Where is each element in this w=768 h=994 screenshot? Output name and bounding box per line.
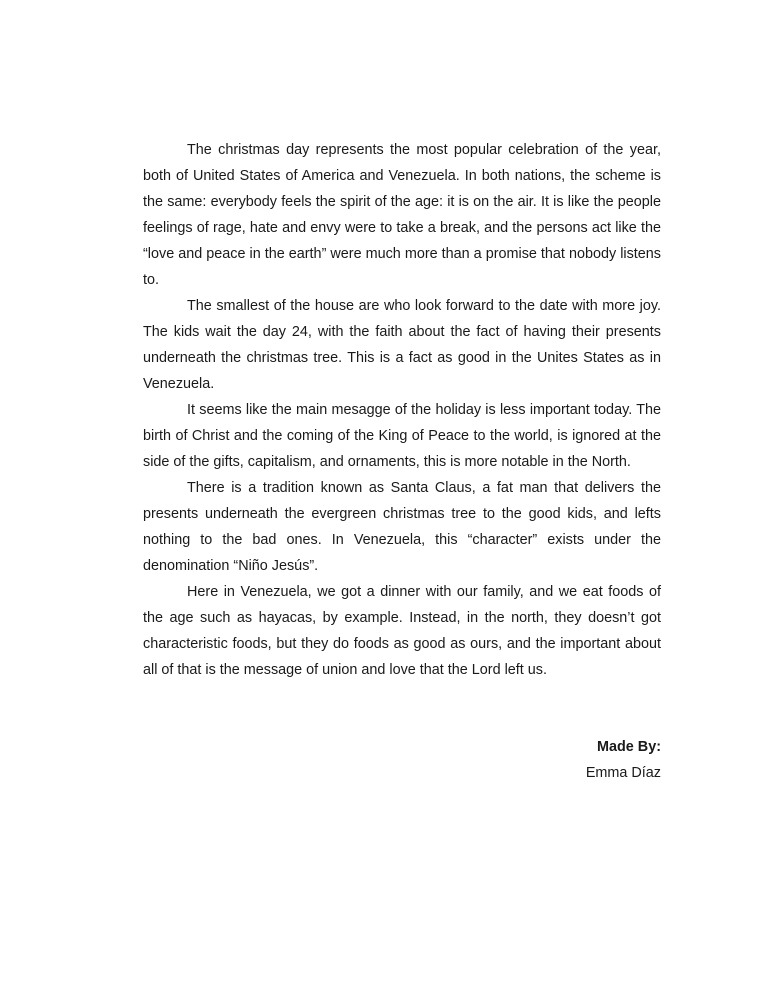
paragraph-kids-presents: The smallest of the house are who look forward to the date with more joy. The kids wait the day 24, with the faith about the fact of having their presents underneath the christmas tree. This is a fact as good in the Unites States as in Venezuela.	[143, 298, 661, 392]
made-by-label: Made By:	[597, 739, 661, 755]
paragraph-venezuela-dinner: Here in Venezuela, we got a dinner with our family, and we eat foods of the age such as hayacas, by example. Instead, in the north, they doesn’t got characteristic foods, but they do foods as good as ours, and the important about all of that is the message of union and love that the Lord left us.	[143, 584, 661, 678]
paragraph-main-message: It seems like the main mesagge of the holiday is less important today. The birth of Christ and the coming of the King of Peace to the world, is ignored at the side of the gifts, capitalism, and ornaments, this is more notable in the North.	[143, 402, 661, 470]
signature-block	[143, 734, 661, 786]
author-name: Emma Díaz	[585, 765, 661, 781]
paragraph-santa-claus: There is a tradition known as Santa Claus, a fat man that delivers the presents underneath the evergreen christmas tree to the good kids, and lefts nothing to the bad ones. In Venezuela, this “character” exists under the denomination “Niño Jesús”.	[143, 480, 661, 574]
paragraph-christmas-celebration: The christmas day represents the most popular celebration of the year, both of United States of America and Venezuela. In both nations, the scheme is the same: everybody feels the spirit of the age: it is on the air. It is like the people feelings of rage, hate and envy were to take a break, and the persons act like the “love and peace in the earth” were much more than a promise that nobody listens to.	[143, 142, 661, 288]
essay-body	[143, 137, 661, 683]
